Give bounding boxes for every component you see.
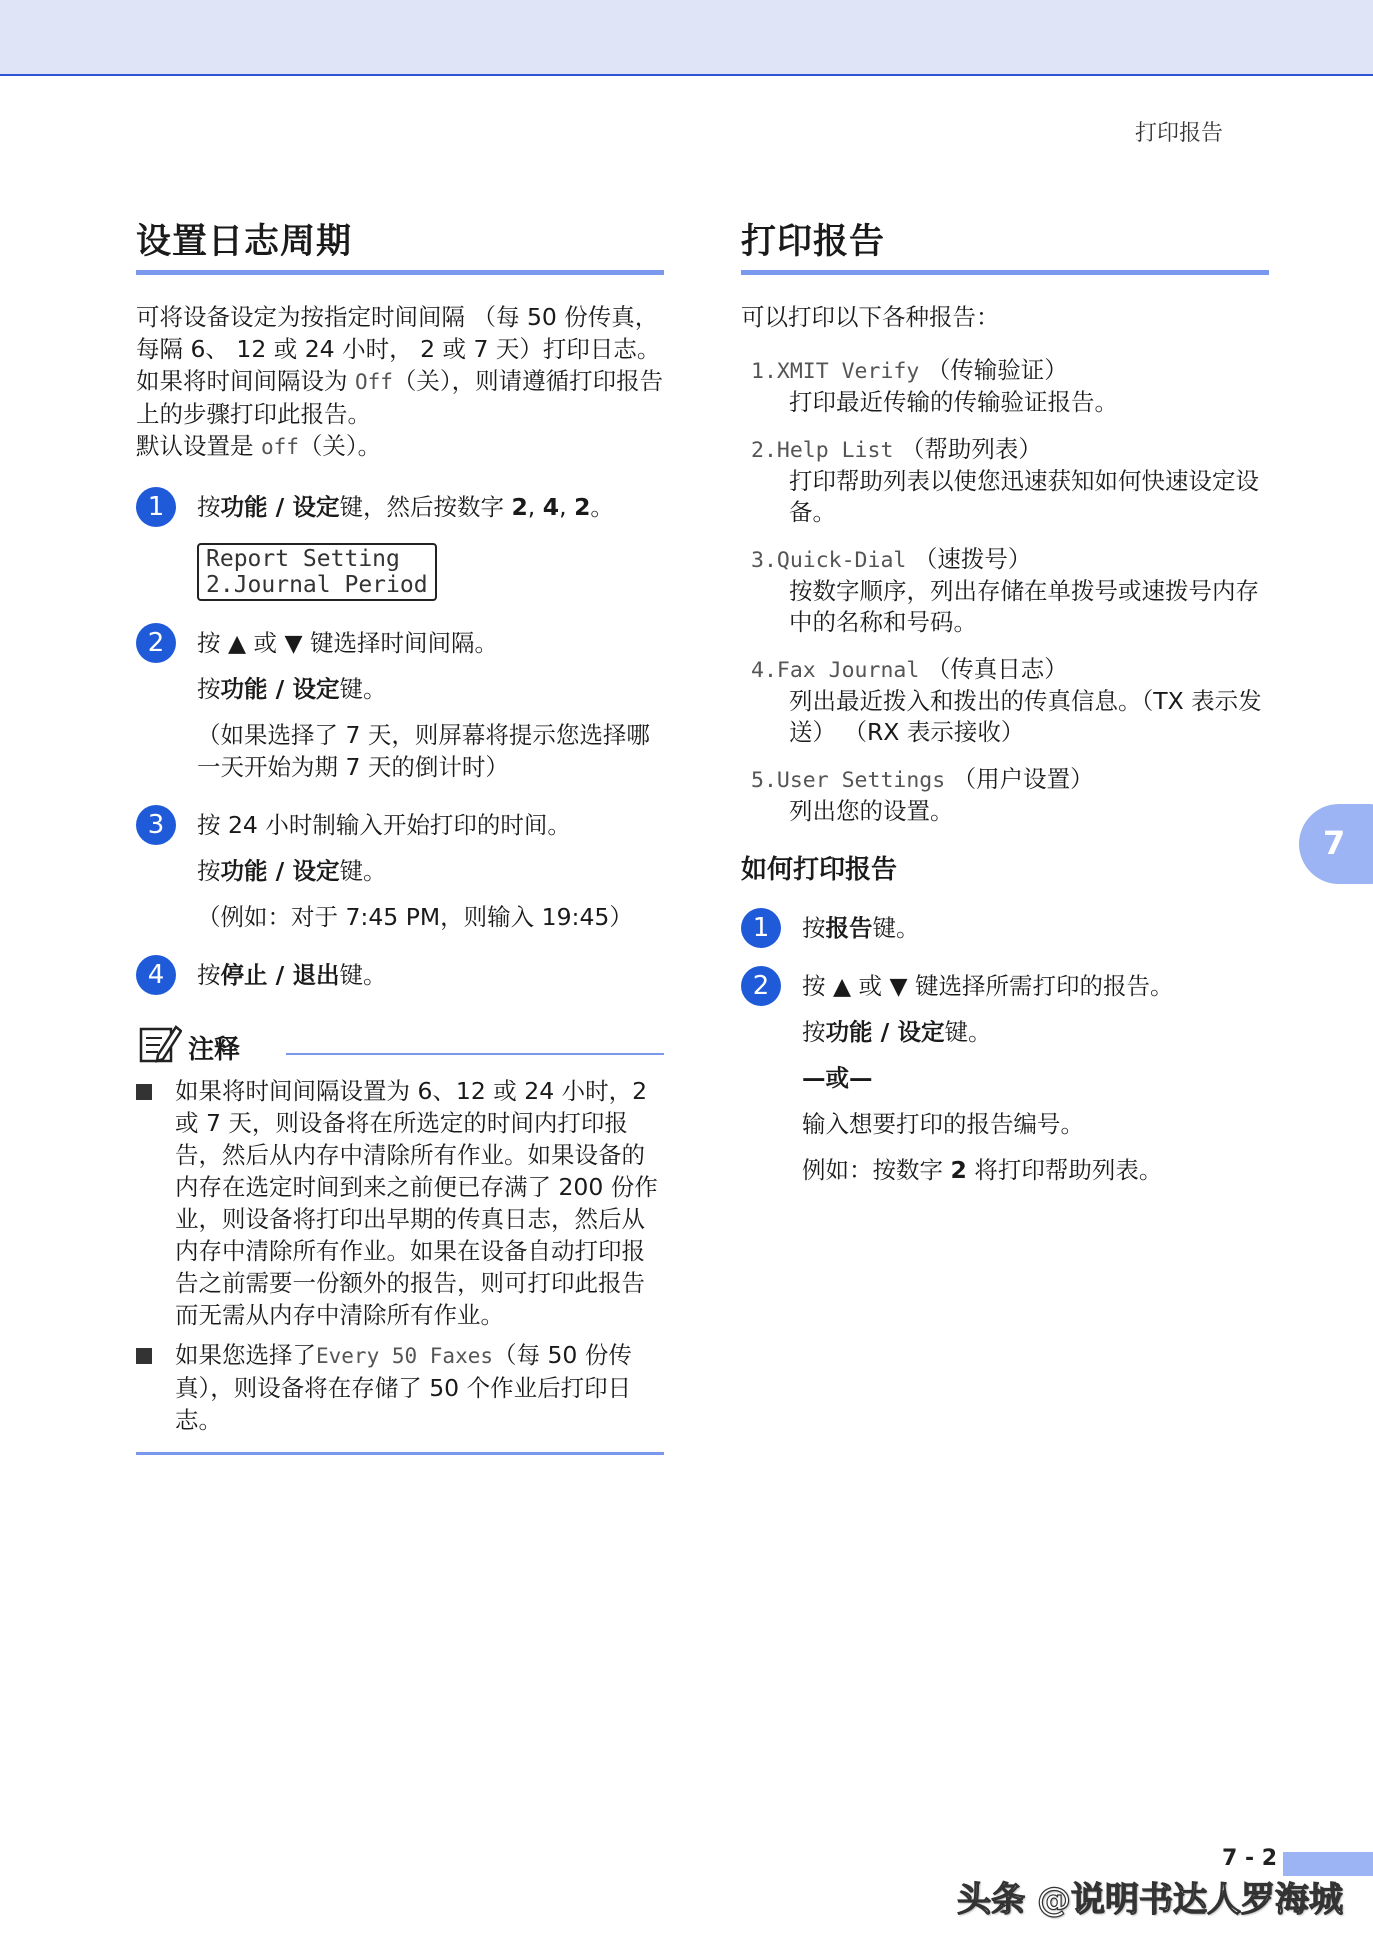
report-item-2 — [741, 434, 1269, 528]
print-step-2 — [741, 970, 1269, 1186]
lcd-line-2: 2.Journal Period — [206, 572, 428, 598]
page-number: 7 - 2 — [1222, 1846, 1278, 1871]
step-1 — [136, 491, 664, 601]
report-desc: 打印最近传输的传输验证报告。 — [789, 388, 1118, 416]
step-text: 键。 — [872, 914, 920, 942]
lcd-line-1: Report Setting — [206, 546, 400, 572]
note-text: （每 50 份传真），则设备将在存储了 50 个作业后打印日志。 — [175, 1341, 632, 1434]
step-number-badge: 1 — [136, 487, 176, 527]
step-text: 键。 — [339, 857, 387, 885]
step-sub — [197, 673, 664, 705]
report-desc: 打印帮助列表以使您迅速获知如何快速设定设备。 — [789, 467, 1259, 526]
reports-intro: 可以打印以下各种报告： — [741, 303, 1000, 331]
bullet-square — [136, 1084, 152, 1100]
key-name: 功能 / 设定 — [825, 1018, 945, 1046]
digit: 2 — [950, 1156, 967, 1184]
step-2 — [136, 627, 664, 783]
digit: 2 — [511, 493, 528, 521]
report-name: 5.User Settings — [751, 768, 946, 793]
report-item-4 — [741, 654, 1269, 748]
report-item-3 — [741, 544, 1269, 638]
watermark: 头条 @说明书达人罗海城 — [957, 1880, 1343, 1920]
report-name-cn: （传输验证） — [926, 356, 1068, 384]
step-sub — [197, 855, 664, 887]
step-text: 键。 — [944, 1018, 992, 1046]
digit: 4 — [542, 493, 560, 521]
report-name: 2.Help List — [751, 438, 894, 463]
note-rule — [286, 1053, 664, 1055]
separator: , — [527, 493, 543, 521]
report-item-1 — [741, 355, 1269, 418]
step-text: 按 — [197, 675, 221, 703]
step-text: 例如：按数字 — [802, 1156, 951, 1184]
report-name: 3.Quick-Dial — [751, 548, 907, 573]
note-pencil-icon — [138, 1023, 182, 1065]
right-column — [741, 214, 1269, 1186]
note-text: 如果将时间间隔设置为 6、12 或 24 小时，2 或 7 天，则设备将在所选定的时间内打印报告，然后从内存中清除所有作业。如果设备的内存在选定时间到来之前便已存满了 200 份作业，则设备将打印出早期的传真日志，然后从内存中清除所有作业。如果在设备自动打印报告之前需要一份额外的报告，则可打印此报告而无需从内存中清除所有作业。 — [175, 1077, 658, 1329]
section-title-print-reports: 打印报告 — [741, 214, 1269, 275]
note-title: 注释 — [188, 1035, 241, 1065]
intro-text-end: （关），则请遵循打印报告上的步骤打印此报告。 — [136, 367, 664, 428]
report-name: 1.XMIT Verify — [751, 359, 920, 384]
intro-off-value: Off — [354, 370, 393, 394]
step-example — [802, 1154, 1269, 1186]
bullet-square — [136, 1348, 152, 1364]
report-item-5 — [741, 764, 1269, 827]
note-bullet-1 — [136, 1075, 664, 1331]
section-title-journal-period: 设置日志周期 — [136, 214, 664, 275]
step-sub — [802, 1016, 1269, 1048]
step-4 — [136, 959, 664, 991]
report-desc: 列出您的设置。 — [789, 797, 954, 825]
step-text: 按 24 小时制输入开始打印的时间。 — [197, 811, 571, 839]
step-text: 按 ▲ 或 ▼ 键选择所需打印的报告。 — [802, 972, 1174, 1000]
step-text: 键。 — [339, 675, 387, 703]
default-label: 默认设置是 — [136, 432, 261, 460]
note-text: 如果您选择了 — [175, 1341, 316, 1369]
intro-paragraph — [136, 301, 664, 463]
step-text: 按 — [802, 1018, 826, 1046]
key-name: 功能 / 设定 — [220, 493, 340, 521]
report-name: 4.Fax Journal — [751, 658, 920, 683]
print-step-1 — [741, 912, 1269, 944]
step-number-badge: 2 — [741, 966, 781, 1006]
step-text: 将打印帮助列表。 — [966, 1156, 1163, 1184]
top-color-band — [0, 0, 1373, 76]
report-desc: 列出最近拨入和拨出的传真信息。（TX 表示发送） （RX 表示接收） — [789, 687, 1262, 746]
chapter-tab-number: 7 — [1323, 824, 1346, 862]
step-text: 键，然后按数字 — [339, 493, 512, 521]
step-text: 按 ▲ 或 ▼ 键选择时间间隔。 — [197, 629, 499, 657]
step-text: 按 — [197, 493, 221, 521]
step-text: 按 — [802, 914, 826, 942]
key-name: 功能 / 设定 — [220, 857, 340, 885]
step-number-badge: 3 — [136, 805, 176, 845]
report-name-cn: （帮助列表） — [900, 435, 1042, 463]
how-to-print-title: 如何打印报告 — [741, 855, 898, 885]
key-name: 停止 / 退出 — [220, 961, 340, 989]
report-desc: 按数字顺序，列出存储在单拨号或速拨号内存中的名称和号码。 — [789, 577, 1259, 636]
period: 。 — [590, 493, 614, 521]
lcd-display — [197, 543, 437, 601]
intro-text: 可将设备设定为按指定时间间隔 （每 50 份传真，每隔 6、 12 或 24 小时， 2 或 7 天）打印日志。如果将时间间隔设为 — [136, 303, 661, 395]
key-name: 功能 / 设定 — [220, 675, 340, 703]
step-text: 输入想要打印的报告编号。 — [802, 1110, 1084, 1138]
note-bullet-2 — [136, 1339, 664, 1436]
step-note: （如果选择了 7 天，则屏幕将提示您选择哪一天开始为期 7 天的倒计时） — [197, 721, 650, 781]
default-value: off — [260, 435, 299, 459]
step-number-badge: 2 — [136, 623, 176, 663]
running-header: 打印报告 — [1134, 121, 1223, 146]
or-separator: —或— — [802, 1064, 873, 1092]
separator: , — [559, 493, 575, 521]
report-name-cn: （速拨号） — [913, 545, 1032, 573]
note-header — [136, 1023, 664, 1067]
step-number-badge: 1 — [741, 908, 781, 948]
note-end-rule — [136, 1452, 664, 1455]
step-note: （例如：对于 7:45 PM，则输入 19:45） — [197, 903, 633, 931]
digit: 2 — [574, 493, 591, 521]
step-text: 键。 — [339, 961, 387, 989]
note-setting-value: Every 50 Faxes — [316, 1344, 494, 1368]
report-name-cn: （用户设置） — [952, 765, 1094, 793]
step-text: 按 — [197, 857, 221, 885]
step-number-badge: 4 — [136, 955, 176, 995]
key-name: 报告 — [825, 914, 873, 942]
default-suffix: （关）。 — [298, 432, 382, 460]
left-column — [136, 214, 664, 1455]
step-3 — [136, 809, 664, 933]
step-text: 按 — [197, 961, 221, 989]
report-name-cn: （传真日志） — [926, 655, 1068, 683]
